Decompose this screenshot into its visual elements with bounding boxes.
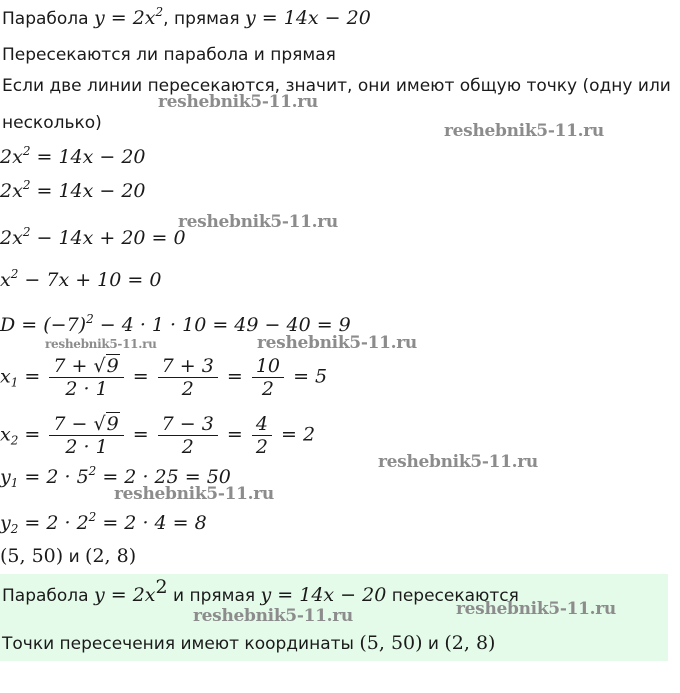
line-equation: y = 14x − 20	[245, 7, 371, 29]
watermark: reshebnik5-11.ru	[114, 484, 274, 504]
root-x1: $x_1$ = $\frac{7 + √9}{2 \cdot 1}$ = $\frac{7 + 3}{2}$ = $\frac{10}{2}$ = 5	[0, 355, 328, 400]
label-line: , прямая	[163, 9, 240, 29]
watermark: reshebnik5-11.ru	[193, 606, 353, 626]
answer-line-1: Парабола $y = 2x^2$ и прямая y = 14x − 20 пересекаются	[2, 576, 519, 606]
root-x2: $x_2$ = $\frac{7 - √9}{2 \cdot 1}$ = $\frac{7 - 3}{2}$ = $\frac{4}{2}$ = 2	[0, 413, 316, 458]
equation-4: $x^2 - 7x + 10 = 0$	[0, 267, 162, 291]
value-y1: $y_1 = 2 \cdot 5^2 = 2 \cdot 25 = 50$	[0, 464, 231, 490]
explanation-line-1: Если две линии пересекаются, значит, они имеют общую точку (одну или	[2, 76, 671, 96]
question-text: Пересекаются ли парабола и прямая	[2, 45, 336, 65]
sqrt-symbol: √9	[93, 355, 119, 377]
label-parabola: Парабола	[2, 9, 89, 29]
answer-line-2: Точки пересечения имеют координаты (5, 50) и (2, 8)	[2, 632, 496, 654]
watermark: reshebnik5-11.ru	[257, 333, 417, 353]
equation-1: $2x^2 = 14x - 20$	[0, 144, 146, 168]
fraction: $\frac{4}{2}$	[252, 413, 272, 458]
watermark: reshebnik5-11.ru	[178, 212, 338, 232]
problem-statement	[2, 7, 371, 30]
watermark: reshebnik5-11.ru	[45, 337, 157, 351]
fraction: $\frac{7 - √9}{2 \cdot 1}$	[49, 413, 123, 458]
fraction: $\frac{7 - 3}{2}$	[158, 413, 218, 458]
sqrt-symbol: √9	[93, 413, 119, 435]
fraction: $\frac{7 + √9}{2 \cdot 1}$	[49, 355, 123, 400]
value-y2: $y_2 = 2 \cdot 2^2 = 2 \cdot 4 = 8$	[0, 510, 207, 536]
fraction: $\frac{7 + 3}{2}$	[158, 355, 218, 400]
parabola-equation: $y = 2x^2$	[93, 5, 164, 29]
watermark: reshebnik5-11.ru	[378, 452, 538, 472]
watermark: reshebnik5-11.ru	[444, 121, 604, 141]
equation-2: $2x^2 = 14x - 20$	[0, 178, 146, 202]
watermark: reshebnik5-11.ru	[456, 599, 616, 619]
intersection-points: (5, 50) и (2, 8)	[0, 545, 137, 567]
watermark: reshebnik5-11.ru	[158, 92, 318, 112]
explanation-line-2: несколько)	[2, 113, 102, 133]
equation-3: $2x^2 - 14x + 20 = 0$	[0, 225, 186, 249]
fraction: $\frac{10}{2}$	[252, 355, 284, 400]
discriminant: $D = (-7)^2 - 4 \cdot 1 \cdot 10 = 49 - 40 = 9$	[0, 312, 351, 336]
